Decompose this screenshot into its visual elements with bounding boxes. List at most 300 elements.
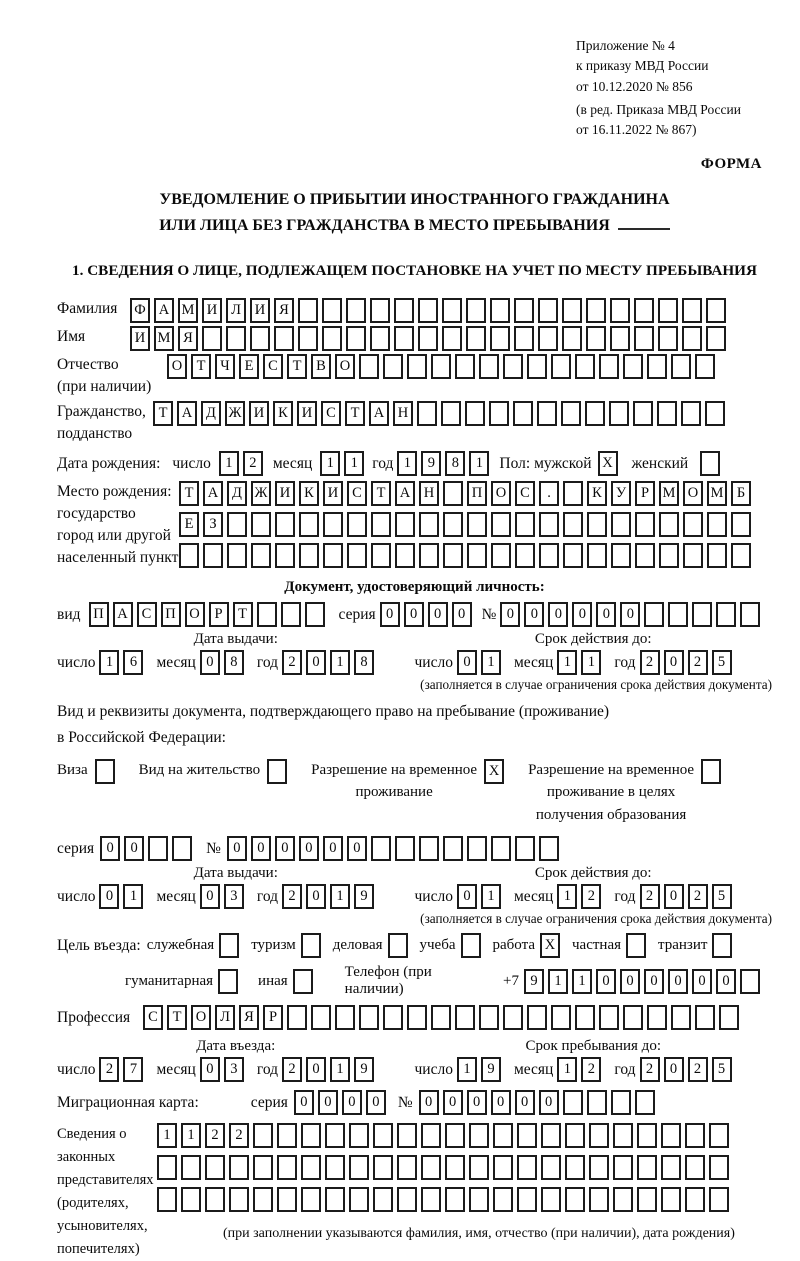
char-box[interactable]: 2: [581, 884, 601, 909]
char-box[interactable]: 0: [664, 1057, 684, 1082]
char-box[interactable]: 1: [123, 884, 143, 909]
char-box[interactable]: [370, 326, 390, 351]
char-box[interactable]: [359, 354, 379, 379]
char-box[interactable]: 1: [157, 1123, 177, 1148]
char-box[interactable]: [490, 326, 510, 351]
char-box[interactable]: 3: [224, 884, 244, 909]
char-box[interactable]: [203, 543, 223, 568]
char-box[interactable]: [419, 836, 439, 861]
char-box[interactable]: [657, 401, 677, 426]
char-box[interactable]: 0: [491, 1090, 511, 1115]
char-box[interactable]: [257, 602, 277, 627]
char-box[interactable]: [349, 1187, 369, 1212]
char-box[interactable]: [394, 326, 414, 351]
stay-month-boxes[interactable]: [557, 1057, 605, 1082]
char-box[interactable]: 1: [320, 451, 340, 476]
char-box[interactable]: 0: [323, 836, 343, 861]
char-box[interactable]: [322, 326, 342, 351]
char-box[interactable]: [538, 326, 558, 351]
char-box[interactable]: 1: [572, 969, 592, 994]
residence-permit-checkbox[interactable]: [267, 759, 291, 784]
char-box[interactable]: [644, 602, 664, 627]
char-box[interactable]: 8: [445, 451, 465, 476]
char-box[interactable]: Е: [239, 354, 259, 379]
char-box[interactable]: [515, 543, 535, 568]
char-box[interactable]: [589, 1155, 609, 1180]
char-box[interactable]: [373, 1123, 393, 1148]
char-box[interactable]: 0: [404, 602, 424, 627]
char-box[interactable]: [253, 1155, 273, 1180]
char-box[interactable]: [371, 836, 391, 861]
char-box[interactable]: .: [539, 481, 559, 506]
char-box[interactable]: [565, 1155, 585, 1180]
char-box[interactable]: М: [154, 326, 174, 351]
purpose-tranzit-checkbox[interactable]: [712, 933, 736, 958]
doc-valid-month-boxes[interactable]: [557, 650, 605, 675]
char-box[interactable]: [695, 1005, 715, 1030]
char-box[interactable]: [219, 933, 239, 958]
char-box[interactable]: [373, 1187, 393, 1212]
char-box[interactable]: [179, 543, 199, 568]
char-box[interactable]: В: [311, 354, 331, 379]
char-box[interactable]: [706, 298, 726, 323]
char-box[interactable]: [172, 836, 192, 861]
char-box[interactable]: [335, 1005, 355, 1030]
char-box[interactable]: 1: [557, 884, 577, 909]
char-box[interactable]: П: [161, 602, 181, 627]
char-box[interactable]: 5: [712, 884, 732, 909]
doc-valid-day-boxes[interactable]: [457, 650, 505, 675]
char-box[interactable]: [298, 298, 318, 323]
char-box[interactable]: [301, 1187, 321, 1212]
char-box[interactable]: [311, 1005, 331, 1030]
char-box[interactable]: 0: [664, 884, 684, 909]
given-name-boxes[interactable]: [130, 326, 730, 351]
char-box[interactable]: 0: [548, 602, 568, 627]
char-box[interactable]: [226, 326, 246, 351]
char-box[interactable]: [682, 298, 702, 323]
char-box[interactable]: 0: [452, 602, 472, 627]
char-box[interactable]: 0: [620, 969, 640, 994]
char-box[interactable]: 0: [318, 1090, 338, 1115]
char-box[interactable]: [731, 512, 751, 537]
char-box[interactable]: С: [321, 401, 341, 426]
char-box[interactable]: [395, 512, 415, 537]
char-box[interactable]: 0: [716, 969, 736, 994]
char-box[interactable]: [371, 543, 391, 568]
char-box[interactable]: [301, 1155, 321, 1180]
char-box[interactable]: [707, 512, 727, 537]
char-box[interactable]: 3: [224, 1057, 244, 1082]
char-box[interactable]: [695, 354, 715, 379]
char-box[interactable]: [705, 401, 725, 426]
char-box[interactable]: [683, 512, 703, 537]
char-box[interactable]: 2: [282, 1057, 302, 1082]
char-box[interactable]: 0: [596, 602, 616, 627]
char-box[interactable]: Ж: [225, 401, 245, 426]
char-box[interactable]: 0: [306, 650, 326, 675]
patronymic-boxes[interactable]: [167, 354, 719, 379]
char-box[interactable]: З: [203, 512, 223, 537]
char-box[interactable]: 0: [572, 602, 592, 627]
char-box[interactable]: [587, 543, 607, 568]
char-box[interactable]: [613, 1187, 633, 1212]
char-box[interactable]: 1: [481, 650, 501, 675]
char-box[interactable]: [599, 1005, 619, 1030]
residence-number-boxes[interactable]: [227, 836, 563, 861]
char-box[interactable]: 2: [99, 1057, 119, 1082]
char-box[interactable]: М: [707, 481, 727, 506]
char-box[interactable]: [466, 298, 486, 323]
char-box[interactable]: [517, 1187, 537, 1212]
char-box[interactable]: 2: [640, 1057, 660, 1082]
char-box[interactable]: [479, 1005, 499, 1030]
char-box[interactable]: [299, 512, 319, 537]
char-box[interactable]: [277, 1155, 297, 1180]
char-box[interactable]: [298, 326, 318, 351]
char-box[interactable]: 2: [243, 451, 263, 476]
char-box[interactable]: 2: [640, 650, 660, 675]
char-box[interactable]: [565, 1123, 585, 1148]
char-box[interactable]: 0: [366, 1090, 386, 1115]
representatives-row3-boxes[interactable]: [157, 1187, 735, 1212]
residence-series-boxes[interactable]: [100, 836, 196, 861]
char-box[interactable]: [157, 1187, 177, 1212]
char-box[interactable]: [469, 1155, 489, 1180]
char-box[interactable]: [455, 354, 475, 379]
char-box[interactable]: Я: [178, 326, 198, 351]
char-box[interactable]: [325, 1187, 345, 1212]
char-box[interactable]: [587, 512, 607, 537]
char-box[interactable]: [465, 401, 485, 426]
char-box[interactable]: [346, 298, 366, 323]
char-box[interactable]: Т: [167, 1005, 187, 1030]
edu-residence-permit-checkbox[interactable]: [701, 759, 725, 784]
char-box[interactable]: [647, 1005, 667, 1030]
char-box[interactable]: [229, 1155, 249, 1180]
char-box[interactable]: [626, 933, 646, 958]
char-box[interactable]: 1: [397, 451, 417, 476]
char-box[interactable]: 1: [469, 451, 489, 476]
char-box[interactable]: 0: [500, 602, 520, 627]
char-box[interactable]: С: [515, 481, 535, 506]
gender-male-checkbox[interactable]: [598, 451, 622, 476]
char-box[interactable]: 2: [229, 1123, 249, 1148]
doc-issue-year-boxes[interactable]: [282, 650, 378, 675]
char-box[interactable]: [388, 933, 408, 958]
char-box[interactable]: [419, 543, 439, 568]
char-box[interactable]: [637, 1187, 657, 1212]
char-box[interactable]: [441, 401, 461, 426]
char-box[interactable]: [251, 512, 271, 537]
char-box[interactable]: 0: [294, 1090, 314, 1115]
char-box[interactable]: [551, 1005, 571, 1030]
char-box[interactable]: [538, 298, 558, 323]
char-box[interactable]: О: [491, 481, 511, 506]
char-box[interactable]: Ф: [130, 298, 150, 323]
char-box[interactable]: 0: [539, 1090, 559, 1115]
char-box[interactable]: [323, 543, 343, 568]
char-box[interactable]: [611, 512, 631, 537]
char-box[interactable]: [565, 1187, 585, 1212]
char-box[interactable]: [563, 481, 583, 506]
char-box[interactable]: [431, 354, 451, 379]
char-box[interactable]: [659, 543, 679, 568]
doc-number-boxes[interactable]: [500, 602, 764, 627]
char-box[interactable]: [267, 759, 287, 784]
char-box[interactable]: [397, 1123, 417, 1148]
char-box[interactable]: 0: [306, 884, 326, 909]
doc-valid-year-boxes[interactable]: [640, 650, 736, 675]
char-box[interactable]: 0: [380, 602, 400, 627]
char-box[interactable]: [419, 512, 439, 537]
char-box[interactable]: [325, 1155, 345, 1180]
char-box[interactable]: 1: [581, 650, 601, 675]
char-box[interactable]: 1: [99, 650, 119, 675]
char-box[interactable]: [281, 602, 301, 627]
char-box[interactable]: [539, 836, 559, 861]
char-box[interactable]: [683, 543, 703, 568]
char-box[interactable]: [287, 1005, 307, 1030]
char-box[interactable]: А: [113, 602, 133, 627]
char-box[interactable]: 0: [596, 969, 616, 994]
char-box[interactable]: [637, 1155, 657, 1180]
purpose-rabota-checkbox[interactable]: [540, 933, 564, 958]
residence-valid-year-boxes[interactable]: [640, 884, 736, 909]
char-box[interactable]: [712, 933, 732, 958]
char-box[interactable]: [493, 1123, 513, 1148]
profession-boxes[interactable]: [143, 1005, 743, 1030]
char-box[interactable]: Л: [215, 1005, 235, 1030]
char-box[interactable]: [611, 543, 631, 568]
migration-series-boxes[interactable]: [294, 1090, 390, 1115]
char-box[interactable]: [394, 298, 414, 323]
birth-day-boxes[interactable]: [219, 451, 267, 476]
char-box[interactable]: С: [263, 354, 283, 379]
char-box[interactable]: 0: [644, 969, 664, 994]
entry-day-boxes[interactable]: [99, 1057, 147, 1082]
char-box[interactable]: Р: [635, 481, 655, 506]
char-box[interactable]: [253, 1123, 273, 1148]
char-box[interactable]: [418, 326, 438, 351]
char-box[interactable]: [613, 1155, 633, 1180]
char-box[interactable]: 0: [419, 1090, 439, 1115]
char-box[interactable]: [479, 354, 499, 379]
doc-issue-day-boxes[interactable]: [99, 650, 147, 675]
char-box[interactable]: 2: [282, 884, 302, 909]
char-box[interactable]: 0: [200, 884, 220, 909]
char-box[interactable]: Л: [226, 298, 246, 323]
char-box[interactable]: А: [177, 401, 197, 426]
char-box[interactable]: [563, 1090, 583, 1115]
char-box[interactable]: [668, 602, 688, 627]
char-box[interactable]: [599, 354, 619, 379]
char-box[interactable]: 0: [299, 836, 319, 861]
char-box[interactable]: [719, 1005, 739, 1030]
char-box[interactable]: [613, 1123, 633, 1148]
char-box[interactable]: [305, 602, 325, 627]
char-box[interactable]: 9: [524, 969, 544, 994]
char-box[interactable]: 2: [640, 884, 660, 909]
char-box[interactable]: [370, 298, 390, 323]
char-box[interactable]: 2: [688, 1057, 708, 1082]
char-box[interactable]: [562, 298, 582, 323]
char-box[interactable]: [489, 401, 509, 426]
char-box[interactable]: [467, 512, 487, 537]
temp-residence-permit-checkbox[interactable]: [484, 759, 508, 784]
char-box[interactable]: [467, 543, 487, 568]
char-box[interactable]: 1: [557, 650, 577, 675]
char-box[interactable]: [301, 933, 321, 958]
char-box[interactable]: [250, 326, 270, 351]
char-box[interactable]: [373, 1155, 393, 1180]
gender-female-checkbox[interactable]: [700, 451, 724, 476]
char-box[interactable]: 0: [668, 969, 688, 994]
entry-month-boxes[interactable]: [200, 1057, 248, 1082]
char-box[interactable]: [461, 933, 481, 958]
char-box[interactable]: П: [89, 602, 109, 627]
char-box[interactable]: 9: [354, 884, 374, 909]
char-box[interactable]: 5: [712, 1057, 732, 1082]
char-box[interactable]: [514, 326, 534, 351]
char-box[interactable]: [407, 354, 427, 379]
char-box[interactable]: [562, 326, 582, 351]
char-box[interactable]: [443, 481, 463, 506]
char-box[interactable]: [421, 1187, 441, 1212]
char-box[interactable]: 0: [124, 836, 144, 861]
char-box[interactable]: Т: [345, 401, 365, 426]
char-box[interactable]: Т: [153, 401, 173, 426]
char-box[interactable]: [205, 1155, 225, 1180]
char-box[interactable]: [659, 512, 679, 537]
residence-issue-day-boxes[interactable]: [99, 884, 147, 909]
char-box[interactable]: 1: [548, 969, 568, 994]
residence-issue-year-boxes[interactable]: [282, 884, 378, 909]
char-box[interactable]: 1: [481, 884, 501, 909]
char-box[interactable]: 0: [515, 1090, 535, 1115]
char-box[interactable]: [293, 969, 313, 994]
char-box[interactable]: [148, 836, 168, 861]
entry-year-boxes[interactable]: [282, 1057, 378, 1082]
char-box[interactable]: [205, 1187, 225, 1212]
char-box[interactable]: 0: [100, 836, 120, 861]
char-box[interactable]: [515, 512, 535, 537]
char-box[interactable]: [661, 1155, 681, 1180]
representatives-row2-boxes[interactable]: [157, 1155, 735, 1180]
char-box[interactable]: А: [369, 401, 389, 426]
char-box[interactable]: [527, 1005, 547, 1030]
char-box[interactable]: М: [659, 481, 679, 506]
char-box[interactable]: [421, 1123, 441, 1148]
char-box[interactable]: [740, 969, 760, 994]
char-box[interactable]: [527, 354, 547, 379]
char-box[interactable]: [359, 1005, 379, 1030]
char-box[interactable]: [275, 512, 295, 537]
char-box[interactable]: [517, 1123, 537, 1148]
char-box[interactable]: Н: [393, 401, 413, 426]
char-box[interactable]: Ч: [215, 354, 235, 379]
char-box[interactable]: [443, 543, 463, 568]
char-box[interactable]: 1: [330, 1057, 350, 1082]
char-box[interactable]: [671, 354, 691, 379]
char-box[interactable]: [455, 1005, 475, 1030]
char-box[interactable]: 0: [457, 884, 477, 909]
char-box[interactable]: [623, 354, 643, 379]
char-box[interactable]: [445, 1123, 465, 1148]
char-box[interactable]: О: [191, 1005, 211, 1030]
char-box[interactable]: 0: [99, 884, 119, 909]
char-box[interactable]: [633, 401, 653, 426]
char-box[interactable]: О: [683, 481, 703, 506]
char-box[interactable]: [706, 326, 726, 351]
char-box[interactable]: К: [299, 481, 319, 506]
char-box[interactable]: [563, 512, 583, 537]
char-box[interactable]: [227, 543, 247, 568]
char-box[interactable]: [586, 298, 606, 323]
char-box[interactable]: [513, 401, 533, 426]
char-box[interactable]: [397, 1187, 417, 1212]
char-box[interactable]: [417, 401, 437, 426]
char-box[interactable]: А: [154, 298, 174, 323]
char-box[interactable]: [609, 401, 629, 426]
char-box[interactable]: 0: [664, 650, 684, 675]
phone-boxes[interactable]: [524, 969, 764, 994]
char-box[interactable]: [397, 1155, 417, 1180]
purpose-ucheba-checkbox[interactable]: [461, 933, 485, 958]
char-box[interactable]: [709, 1155, 729, 1180]
char-box[interactable]: И: [249, 401, 269, 426]
char-box[interactable]: 2: [688, 884, 708, 909]
char-box[interactable]: 0: [342, 1090, 362, 1115]
char-box[interactable]: [349, 1123, 369, 1148]
char-box[interactable]: 9: [354, 1057, 374, 1082]
stay-year-boxes[interactable]: [640, 1057, 736, 1082]
char-box[interactable]: Т: [179, 481, 199, 506]
char-box[interactable]: [635, 1090, 655, 1115]
char-box[interactable]: А: [395, 481, 415, 506]
purpose-chastnaya-checkbox[interactable]: [626, 933, 650, 958]
char-box[interactable]: И: [297, 401, 317, 426]
char-box[interactable]: [275, 543, 295, 568]
char-box[interactable]: 8: [224, 650, 244, 675]
char-box[interactable]: С: [347, 481, 367, 506]
char-box[interactable]: Я: [274, 298, 294, 323]
char-box[interactable]: 9: [421, 451, 441, 476]
char-box[interactable]: [541, 1155, 561, 1180]
char-box[interactable]: [539, 543, 559, 568]
char-box[interactable]: [551, 354, 571, 379]
char-box[interactable]: [349, 1155, 369, 1180]
char-box[interactable]: 0: [200, 1057, 220, 1082]
char-box[interactable]: 0: [275, 836, 295, 861]
char-box[interactable]: 1: [344, 451, 364, 476]
char-box[interactable]: Д: [201, 401, 221, 426]
char-box[interactable]: [322, 298, 342, 323]
char-box[interactable]: [442, 326, 462, 351]
purpose-sluzhebnaya-checkbox[interactable]: [219, 933, 243, 958]
char-box[interactable]: [709, 1187, 729, 1212]
char-box[interactable]: Р: [209, 602, 229, 627]
char-box[interactable]: [635, 512, 655, 537]
char-box[interactable]: [467, 836, 487, 861]
residence-valid-day-boxes[interactable]: [457, 884, 505, 909]
char-box[interactable]: [443, 512, 463, 537]
char-box[interactable]: [585, 401, 605, 426]
char-box[interactable]: [181, 1187, 201, 1212]
char-box[interactable]: [740, 602, 760, 627]
char-box[interactable]: [407, 1005, 427, 1030]
char-box[interactable]: [503, 1005, 523, 1030]
